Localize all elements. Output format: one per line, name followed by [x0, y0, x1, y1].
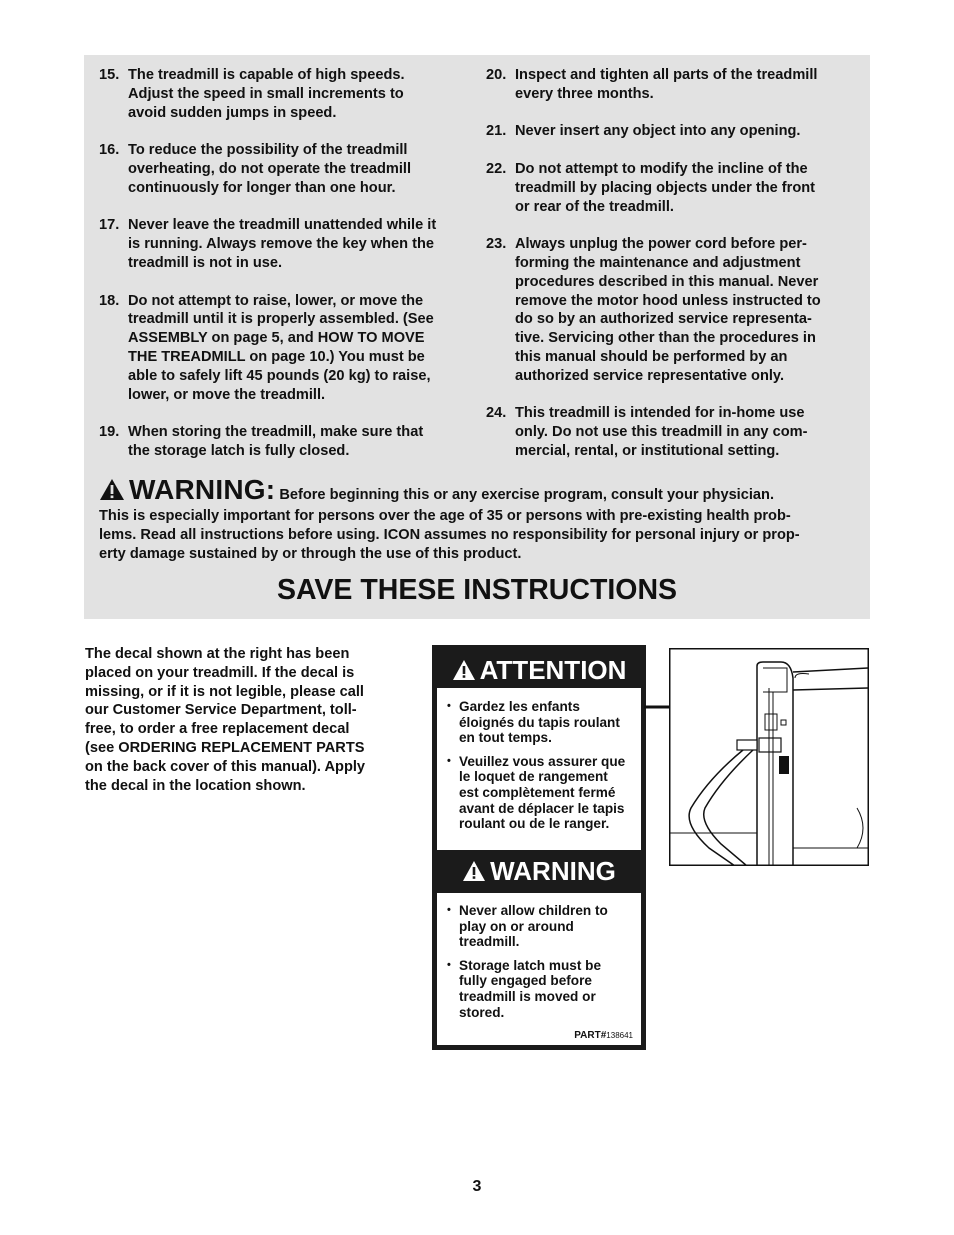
item-number: 15. — [99, 67, 120, 83]
list-item: • Storage latch must be fully engaged before treadmill is moved or stored. — [447, 958, 635, 1020]
warning-decal — [432, 645, 646, 1050]
list-item — [486, 66, 852, 104]
item-number: 22. — [486, 160, 507, 177]
item-text: Never leave the treadmill unattended while it is running. Always remove the key when the treadmill is not in use. — [128, 217, 437, 271]
item-number: 18. — [99, 292, 120, 309]
decal-intro-paragraph: The decal shown at the right has been placed on your treadmill. If the decal is missing, or if it is not legible, please call our Customer Service Department, toll- free, to order a free replacement decal (see ORDERING REPLACEMENT PARTS on the back cover of this manual). Apply the decal in the location shown. — [85, 646, 366, 794]
item-text: This treadmill is intended for in-home use only. Do not use this treadmill in any com- mercial, rental, or institutional setting. — [515, 405, 808, 459]
decal-warning-title: WARNING — [490, 855, 616, 886]
part-number — [574, 1030, 633, 1041]
treadmill-decal-location-illustration — [669, 648, 869, 866]
list-item — [99, 66, 465, 122]
item-number: 20. — [486, 67, 507, 83]
warning-triangle-icon — [99, 478, 125, 507]
item-text: Do not attempt to raise, lower, or move the treadmill until it is properly assembled. (See ASSEMBLY on page 5, and HOW TO MOVE THE TREADMILL on page 10.) You must be able to safely lift 45 pounds (20 kg) to raise, lower, or move the treadmill. — [128, 292, 434, 403]
list-item — [486, 235, 852, 385]
attention-header — [432, 649, 646, 691]
decal-warning-header — [432, 850, 646, 892]
warning-lead-text: Before beginning this or any exercise program, consult your physician. — [279, 487, 774, 503]
item-number: 19. — [99, 424, 120, 441]
item-number: 17. — [99, 217, 120, 234]
warning-triangle-icon — [452, 659, 476, 681]
item-number: 23. — [486, 236, 507, 253]
item-number: 24. — [486, 405, 507, 422]
warning-label: WARNING: — [129, 474, 276, 505]
warning-triangle-icon — [462, 860, 486, 882]
attention-title: ATTENTION — [479, 654, 627, 685]
list-item — [486, 160, 852, 216]
list-item — [99, 423, 465, 461]
item-number: 21. — [486, 123, 507, 140]
decal-warning-box — [437, 893, 641, 1045]
instructions-right-column — [486, 66, 852, 480]
list-item — [99, 141, 465, 197]
attention-box — [437, 688, 641, 850]
save-instructions-heading: SAVE THESE INSTRUCTIONS — [276, 574, 678, 606]
list-item — [99, 216, 465, 272]
item-text: When storing the treadmill, make sure that the storage latch is fully closed. — [128, 424, 424, 459]
item-number: 16. — [99, 142, 120, 159]
item-text: Inspect and tighten all parts of the treadmill every three months. — [515, 67, 818, 102]
list-item — [486, 404, 852, 460]
item-text: Always unplug the power cord before per- forming the maintenance and adjustment procedures described in this manual. Never remove the motor hood unless instructed to do so by an authorized service representa- tive. Servicing other than the procedures in this manual should be performed by an authorized service representative only. — [515, 236, 821, 384]
list-item — [486, 122, 852, 141]
list-item: • Veuillez vous assurer que le loquet de rangement est complètement fermé avant de déplacer le tapis roulant ou de le ranger. — [447, 754, 635, 832]
warning-body-text: This is especially important for persons over the age of 35 or persons with pre-existing health prob- lems. Read all instructions before using. ICON assumes no responsibility for personal injury or prop- erty damage sustained by or through the use of this product. — [99, 508, 800, 562]
warning-notice — [99, 474, 859, 564]
page-number: 3 — [472, 1178, 482, 1195]
item-text: The treadmill is capable of high speeds. Adjust the speed in small increments to avoid sudden jumps in speed. — [128, 67, 405, 121]
item-text: Never insert any object into any opening. — [515, 123, 801, 140]
item-text: To reduce the possibility of the treadmill overheating, do not operate the treadmill continuously for longer than one hour. — [128, 142, 411, 196]
part-number-value: 138641 — [606, 1031, 633, 1040]
list-item: • Gardez les enfants éloignés du tapis roulant en tout temps. — [447, 699, 635, 746]
list-item: • Never allow children to play on or around treadmill. — [447, 903, 635, 950]
instructions-left-column — [99, 66, 465, 480]
item-text: Do not attempt to modify the incline of the treadmill by placing objects under the front or rear of the treadmill. — [515, 160, 816, 215]
list-item — [99, 292, 465, 405]
part-label: PART# — [574, 1030, 607, 1041]
